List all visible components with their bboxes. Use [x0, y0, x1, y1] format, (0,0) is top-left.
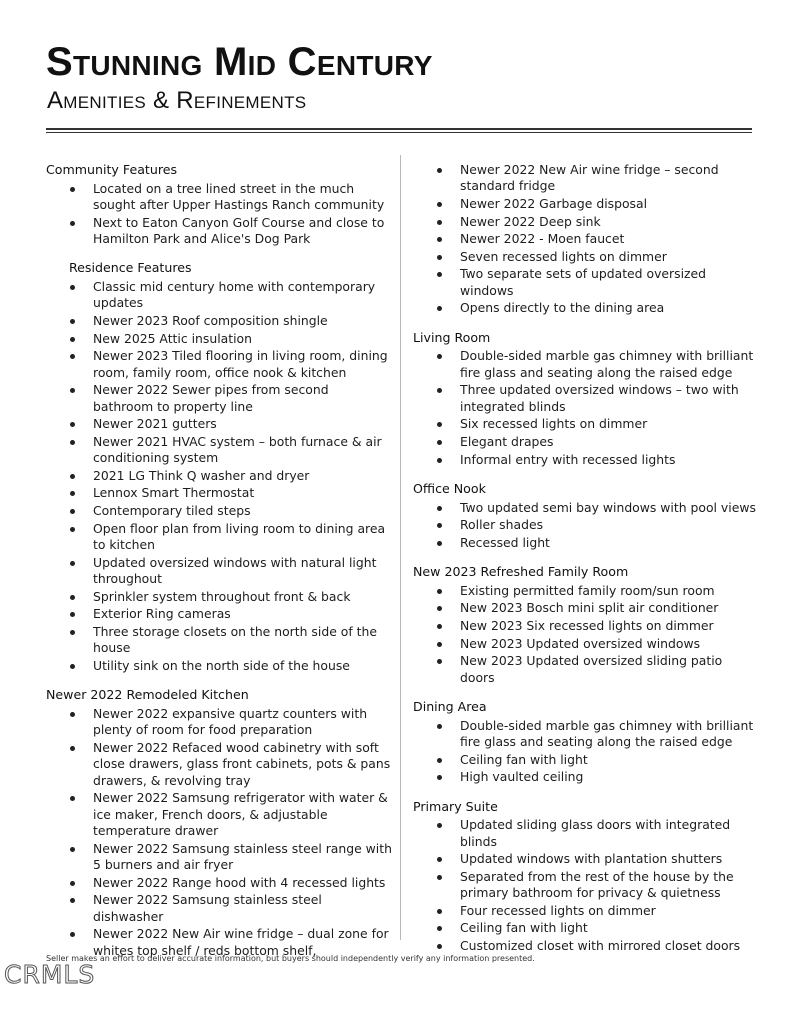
section-heading: Community Features: [46, 162, 178, 177]
list-item: Existing permitted family room/sun room: [413, 583, 759, 599]
list-item: New 2023 Bosch mini split air conditioner: [413, 600, 759, 616]
list-item: Newer 2023 Tiled flooring in living room, dining room, family room, office nook & kitchen: [46, 348, 392, 381]
list-item: Ceiling fan with light: [413, 920, 759, 936]
section-newer-2022-remodeled-kitchen: [46, 687, 392, 959]
list-item: 2021 LG Think Q washer and dryer: [46, 468, 392, 484]
list-item: Exterior Ring cameras: [46, 606, 392, 622]
list-item: Newer 2022 Samsung stainless steel dishwasher: [46, 892, 392, 925]
list-item: Newer 2022 - Moen faucet: [413, 231, 759, 247]
section-new-2023-refreshed-family-room: [413, 564, 759, 686]
list-item: Sprinkler system throughout front & back: [46, 589, 392, 605]
list-item: Next to Eaton Canyon Golf Course and close to Hamilton Park and Alice's Dog Park: [46, 215, 392, 248]
section-living-room: [413, 330, 759, 468]
list-item: Three updated oversized windows – two with integrated blinds: [413, 382, 759, 415]
list-item: Opens directly to the dining area: [413, 300, 759, 316]
list-item: Newer 2022 Refaced wood cabinetry with soft close drawers, glass front cabinets, pots & pans drawers, & revolving tray: [46, 740, 392, 789]
section-primary-suite: [413, 799, 759, 955]
section-residence-features: [46, 260, 392, 674]
list-item: Double-sided marble gas chimney with brilliant fire glass and seating along the raised edge: [413, 718, 759, 751]
bullet-list: [413, 162, 759, 317]
section-heading: Living Room: [413, 329, 491, 345]
list-item: Newer 2021 gutters: [46, 416, 392, 432]
list-item: Two separate sets of updated oversized windows: [413, 266, 759, 299]
list-item: Ceiling fan with light: [413, 752, 759, 768]
list-item: Three storage closets on the north side of the house: [46, 624, 392, 657]
list-item: Newer 2022 expansive quartz counters with plenty of room for food preparation: [46, 706, 392, 739]
list-item: Elegant drapes: [413, 434, 759, 450]
list-item: Newer 2021 HVAC system – both furnace & air conditioning system: [46, 434, 392, 467]
list-item: Newer 2022 Samsung refrigerator with water & ice maker, French doors, & adjustable temperature drawer: [46, 790, 392, 839]
list-item: Newer 2022 Deep sink: [413, 214, 759, 230]
list-item: Two updated semi bay windows with pool views: [413, 500, 759, 516]
list-item: Newer 2022 Sewer pipes from second bathroom to property line: [46, 382, 392, 415]
page-subtitle: Amenities & Refinements: [47, 87, 307, 114]
list-item: New 2023 Updated oversized windows: [413, 636, 759, 652]
list-item: Updated windows with plantation shutters: [413, 851, 759, 867]
list-item: New 2025 Attic insulation: [46, 331, 392, 347]
list-item: Recessed light: [413, 535, 759, 551]
list-item: Four recessed lights on dimmer: [413, 903, 759, 919]
list-item: Classic mid century home with contemporary updates: [46, 279, 392, 312]
list-item: Open floor plan from living room to dining area to kitchen: [46, 521, 392, 554]
disclaimer-text: Seller makes an effort to deliver accurate information, but buyers should independently verify any information presented.: [46, 954, 535, 963]
bullet-list: [413, 817, 759, 954]
section-heading: Office Nook: [413, 480, 486, 496]
list-item: Double-sided marble gas chimney with brilliant fire glass and seating along the raised edge: [413, 348, 759, 381]
list-item: Newer 2023 Roof composition shingle: [46, 313, 392, 329]
list-item: Contemporary tiled steps: [46, 503, 392, 519]
list-item: Updated sliding glass doors with integrated blinds: [413, 817, 759, 850]
list-item: Newer 2022 New Air wine fridge – dual zone for whites top shelf / reds bottom shelf,: [46, 926, 392, 959]
list-item: High vaulted ceiling: [413, 769, 759, 785]
section-heading: Residence Features: [69, 260, 192, 276]
header-rule-thin: [46, 132, 752, 133]
list-item: Informal entry with recessed lights: [413, 452, 759, 468]
left-column: [46, 162, 392, 972]
right-column: [413, 162, 759, 967]
section-heading: New 2023 Refreshed Family Room: [413, 564, 629, 580]
section-dining-area: [413, 699, 759, 786]
list-item: Seven recessed lights on dimmer: [413, 249, 759, 265]
list-item: Newer 2022 New Air wine fridge – second standard fridge: [413, 162, 759, 195]
list-item: Separated from the rest of the house by the primary bathroom for privacy & quietness: [413, 869, 759, 902]
section-office-nook: [413, 481, 759, 551]
list-item: Located on a tree lined street in the much sought after Upper Hastings Ranch community: [46, 181, 392, 214]
list-item: Lennox Smart Thermostat: [46, 485, 392, 501]
list-item: Newer 2022 Samsung stainless steel range with 5 burners and air fryer: [46, 841, 392, 874]
list-item: Newer 2022 Garbage disposal: [413, 196, 759, 212]
list-item: New 2023 Updated oversized sliding patio doors: [413, 653, 759, 686]
section-heading: Newer 2022 Remodeled Kitchen: [46, 687, 249, 703]
column-divider: [400, 155, 401, 940]
list-item: Six recessed lights on dimmer: [413, 416, 759, 432]
bullet-list: [46, 706, 392, 959]
bullet-list: [413, 348, 759, 468]
section-heading: Primary Suite: [413, 798, 498, 814]
list-item: Utility sink on the north side of the house: [46, 658, 392, 674]
bullet-list: [46, 279, 392, 674]
bullet-list: [413, 500, 759, 552]
section-community-features: [46, 162, 392, 247]
bullet-list: [413, 583, 759, 686]
header-rule-thick: [46, 128, 752, 130]
section-continued: [413, 162, 759, 317]
bullet-list: [46, 181, 392, 248]
page-title: Stunning Mid Century: [46, 40, 433, 84]
list-item: Updated oversized windows with natural light throughout: [46, 555, 392, 588]
section-heading: Dining Area: [413, 698, 487, 714]
list-item: Newer 2022 Range hood with 4 recessed lights: [46, 875, 392, 891]
crmls-watermark: CRMLS: [4, 960, 96, 989]
bullet-list: [413, 718, 759, 786]
list-item: Roller shades: [413, 517, 759, 533]
list-item: New 2023 Six recessed lights on dimmer: [413, 618, 759, 634]
list-item: Customized closet with mirrored closet doors: [413, 938, 759, 954]
